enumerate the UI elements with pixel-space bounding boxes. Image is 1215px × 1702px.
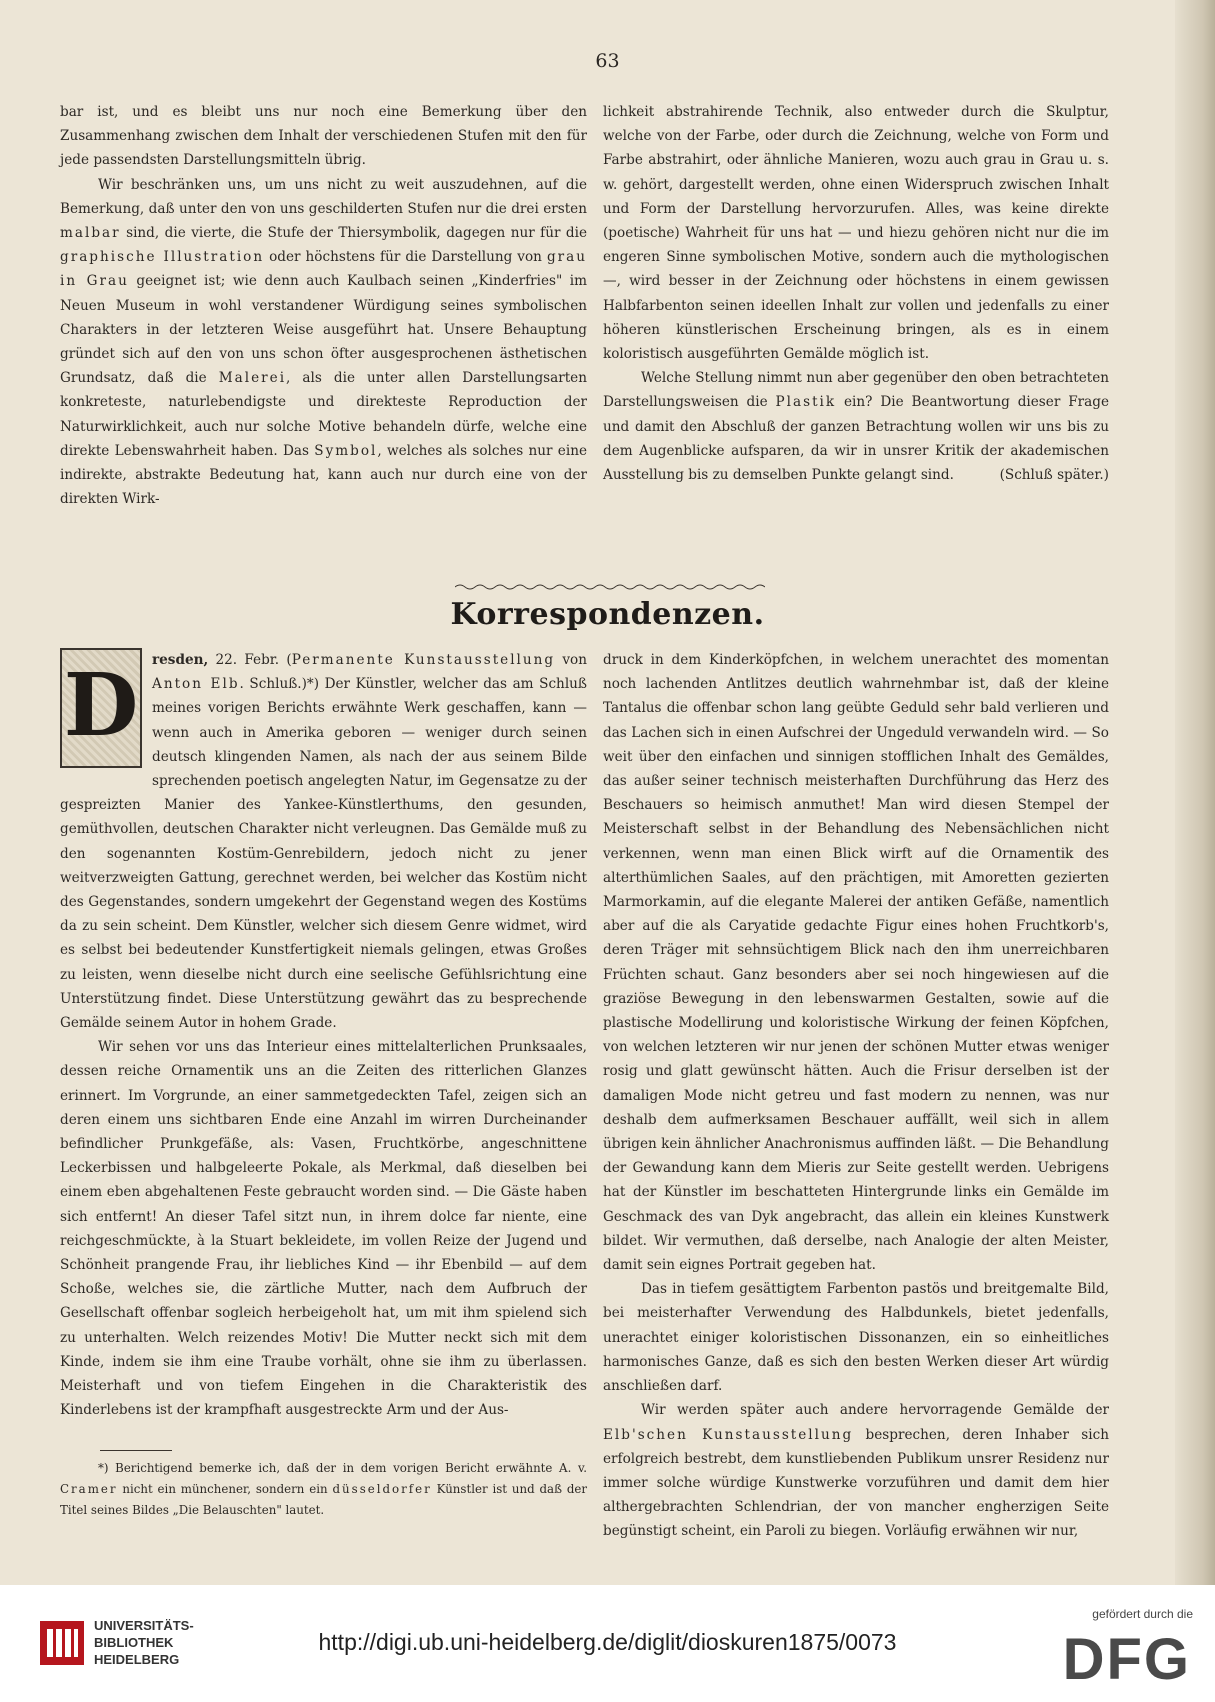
page-number: 63 [595, 50, 620, 72]
paragraph: bar ist, und es bleibt uns nur noch eine Bemerkung über den Zusammenhang zwischen dem Inhalt der verschiedenen Stufen mit den für jede passendsten Darstellungsmitteln übrig. [60, 104, 587, 169]
paragraph: Wir beschränken uns, um uns nicht zu weit auszudehnen, auf die Bemerkung, daß unter den von uns geschilderten Stufen nur die drei ersten malbar sind, die vierte, die Stufe der Thiersymbolik, dagegen nur für die graphische Illustration oder höchstens für die Darstellung von grau in Grau geeignet ist; wie denn auch Kaulbach seinen „Kinderfries" im Neuen Museum in wohl verstandener Würdigung seines symbolischen Charakters in der letzteren Weise ausgeführt hat. Unsere Behauptung gründet sich auf den von uns schon öfter ausgesprochenen ästhetischen Grundsatz, daß die Malerei, als die unter allen Darstellungsarten konkreteste, naturlebendigste und direkteste Reproduction der Naturwirklichkeit, auch nur solche Motive behandeln dürfe, welche eine direkte Lebenswahrheit haben. Das Symbol, welches als solches nur eine indirekte, abstrakte Bedeutung hat, kann auch nur durch eine von der direkten Wirk- [60, 176, 588, 508]
right-column-top [603, 100, 1109, 487]
closing-note: (Schluß später.) [999, 467, 1109, 484]
right-column-bottom [603, 648, 1109, 1544]
footer-bar [0, 1585, 1215, 1702]
paragraph: Welche Stellung nimmt nun aber gegenüber den oben betrachteten Darstellungsweisen die Plastik ein? Die Beantwortung dieser Frage und damit den Abschluß der ganzen Betrachtung wollen wir uns bis zu dem Augenblicke aufsparen, da wir in unsrer Kritik der akademischen Ausstellung bis zu demselben Punkte gelangt sind. (Schluß später.) [603, 366, 1109, 487]
page-edge-shadow [1175, 0, 1215, 1585]
funding-note: gefördert durch die [1092, 1607, 1193, 1621]
paragraph: resden, 22. Febr. (Permanente Kunstausstellung von Anton Elb. Schluß.)*) Der Künstler, welcher das am Schluß meines vorigen Berichts erwähnte Werk geschaffen, kann — wenn auch in Amerika geboren — weniger durch seinen deutsch klingenden Namen, als nach der aus seinem Bilde sprechenden poetisch angelegten Natur, im Gegensatze zu der gespreizten Manier des Yankee-Künstlerthums, den gesunden, gemüthvollen, deutschen Charakter nicht verleugnen. Das Gemälde muß zu den sogenannten Kostüm-Genrebildern, jedoch nicht zu jener weitverzweigten Gattung, gerechnet werden, bei welcher das Kostüm nicht des Gegenstandes, sondern umgekehrt der Gegenstand wegen des Kostüms da zu sein scheint. Dem Künstler, welcher sich diesem Genre widmet, wird es selbst bei bedeutender Kunstfertigkeit niemals gelingen, etwas Großes zu leisten, wenn dieselbe nicht durch eine seelische Gefühlsrichtung eine Unterstützung findet. Diese Unterstützung gewährt das zu besprechende Gemälde seinem Autor in hohem Grade. [60, 652, 587, 1032]
library-name: UNIVERSITÄTS- BIBLIOTHEK HEIDELBERG [94, 1618, 194, 1667]
ornamental-initial: D [60, 648, 142, 768]
paragraph: Das in tiefem gesättigtem Farbenton pastös und breitgemalte Bild, bei meisterhafter Verwendung des Halbdunkels, bietet jedenfalls, unerachtet einiger koloristischen Dissonanzen, ein so einheitliches harmonisches Ganze, daß es sich den besten Werken dieser Art würdig anschließen darf. [603, 1281, 1109, 1395]
paragraph: lichkeit abstrahirende Technik, also entweder durch die Skulptur, welche von der Farbe, oder durch die Zeichnung, welche von Form und Farbe abstrahirt, oder ähnliche Manieren, wozu auch grau in Grau u. s. w. gehört, dargestellt werden, ohne einen Widerspruch zwischen Inhalt und Form der Darstellung hervorzurufen. Alles, was keine direkte (poetische) Wahrheit für uns hat — und hiezu gehören nicht nur die im engeren Sinne symbolischen Motive, sondern auch die mythologischen —, wird besser in der Zeichnung oder höchstens in einem gewissen Halbfarbenton seinen ideellen Inhalt zur vollen und jedenfalls zu einer höheren künstlerischen Erscheinung bringen, als es in einem koloristisch ausgeführten Gemälde möglich ist. [603, 104, 1109, 363]
footnote-rule [100, 1450, 172, 1451]
left-column-bottom [60, 648, 587, 1423]
paragraph: druck in dem Kinderköpfchen, in welchem unerachtet des momentan noch lachenden Antlitzes deutlich wahrnehmbar ist, daß der kleine Tantalus die offenbar schon lang geübte Geduld sehr bald verlieren und das Lachen sich in einen Aufschrei der Ungeduld verwandeln wird. — So weit über den einfachen und sinnigen stofflichen Inhalt des Gemäldes, das außer seiner technisch meisterhaften Durchführung das Herz des Beschauers so heimisch anmuthet! Man wird diesen Stempel der Meisterschaft selbst in der Behandlung des Nebensächlichen nicht verkennen, wenn man einen Blick wirft auf die Ornamentik des alterthümlichen Saales, auf den prächtigen, mit Amoretten gezierten Marmorkamin, auf die elegante Malerei der antiken Gefäße, namentlich aber auf die als Caryatide gedachte Figur eines hohen Fruchtkorb's, deren Träger mit sehnsüchtigem Blick nach den ihm unerreichbaren Früchten schaut. Ganz besonders aber sei noch hingewiesen auf die graziöse Bewegung in den lebenswarmen Gestalten, sowie auf die plastische Modellirung und koloristische Wirkung der feinen Köpfchen, von welchen letzteren wir nur jenen der schönen Mutter etwas weniger rosig und glatt gewünscht hätten. Auch die Frisur derselben ist der damaligen Mode nicht getreu und fast modern zu nennen, was nur deshalb dem aufmerksamen Beschauer auffällt, weil sich in allem übrigen kein ähnlicher Anachronismus auffinden läßt. — Die Behandlung der Gewandung kann dem Mieris zur Seite gestellt werden. Uebrigens hat der Künstler im beschatteten Hintergrunde links ein Gemälde im Geschmack des van Dyk angebracht, das allein ein kleines Kunstwerk bildet. Wir vermuthen, daß derselbe, nach Analogie der alten Meister, damit sein eignes Portrait gegeben hat. [603, 652, 1109, 1274]
paragraph: Wir werden später auch andere hervorragende Gemälde der Elb'schen Kunstausstellung besprechen, deren Inhaber sich erfolgreich bestrebt, dem kunstliebenden Publikum unsrer Residenz nur immer solche würdige Kunstwerke vorzuführen und damit dem hier althergebrachten Schlendrian, der von mancher engherzigen Seite begünstigt scheint, ein Paroli zu biegen. Vorläufig erwähnen wir nur, [603, 1402, 1109, 1540]
wavy-divider [455, 583, 765, 591]
source-url[interactable]: http://digi.ub.uni-heidelberg.de/diglit/dioskuren1875/0073 [318, 1629, 897, 1655]
paragraph: Wir sehen vor uns das Interieur eines mittelalterlichen Prunksaales, dessen reiche Ornamentik uns an die Zeiten des ritterlichen Glanzes erinnert. Im Vorgrunde, an einer sammetgedeckten Tafel, zeigen sich an deren einem uns sichtbaren Ende eine Anzahl im wirren Durcheinander befindlicher Prunkgefäße, als: Vasen, Fruchtkörbe, angeschnittene Leckerbissen und halbgeleerte Pokale, als Merkmal, daß dieselben bei einem eben abgehaltenen Feste gebraucht worden sind. — Die Gäste haben sich entfernt! An dieser Tafel sitzt nun, in ihrem dolce far niente, eine reichgeschmückte, à la Stuart bekleidete, im vollen Reize der Jugend und Schönheit prangende Frau, ihr liebliches Kind — ihr Ebenbild — auf dem Schoße, welches sie, die zärtliche Mutter, nach dem Aufbruch der Gesellschaft offenbar sogleich herbeigeholt hat, um mit ihm spielend sich zu unterhalten. Welch reizendes Motiv! Die Mutter neckt sich mit dem Kinde, indem sie ihm eine Traube vorhält, ohne sie ihm zu überlassen. Meisterhaft und von tiefem Eingehen in die Charakteristik des Kinderlebens ist der krampfhaft ausgestreckte Arm und der Aus- [60, 1039, 587, 1419]
section-title: Korrespondenzen. [450, 597, 765, 632]
footnote: *) Berichtigend bemerke ich, daß der in dem vorigen Bericht erwähnte A. v. Cramer nicht ein münchener, sondern ein düsseldorfer Künstler ist und daß der Titel seines Bildes „Die Belauschten" lautet. [60, 1461, 587, 1517]
left-column-top [60, 100, 587, 511]
dfg-logo: DFG [1062, 1627, 1191, 1692]
